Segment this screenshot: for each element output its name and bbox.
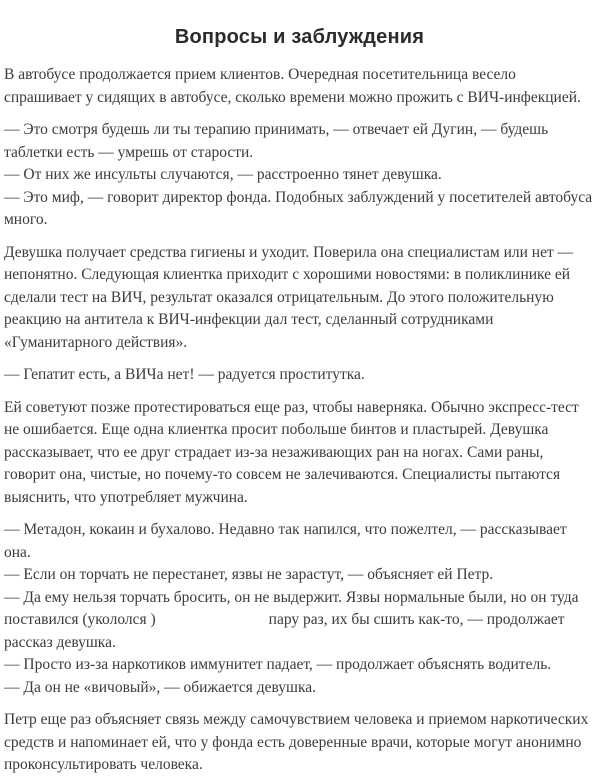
dialogue-line: — Метадон, кокаин и бухалово. Недавно так напился, что пожелтел, — рассказывает она.	[4, 521, 567, 561]
article-paragraph: Ей советуют позже протестироваться еще раз, чтобы наверняка. Обычно экспресс-тест не ошибается. Еще одна клиентка просит побольше бинтов и пластырей. Девушка рассказывает, что ее друг страдает из-за незаживающих ран на ногах. Сами раны, говорит она, чистые, но почему-то совсем не залечиваются. Специалисты пытаются выяснить, что употребляет мужчина.	[4, 398, 579, 506]
article-page	[0, 25, 600, 777]
dialogue-line: — Это смотря будешь ли ты терапию принимать, — отвечает ей Дугин, — будешь таблетки есть — умрешь от старости.	[4, 121, 549, 161]
dialogue-line: — Это миф, — говорит директор фонда. Подобных заблуждений у посетителей автобуса много.	[4, 188, 593, 228]
dialogue-line: — Да он не «вичовый», — обижается девушка.	[4, 678, 317, 696]
dialogue-block	[4, 519, 595, 699]
dialogue-line	[4, 587, 595, 655]
dialogue-line: — Если он торчать не перестанет, язвы не зарастут, — объясняет ей Петр.	[4, 566, 494, 583]
dialogue-block	[4, 364, 595, 387]
article-paragraph: Девушка получает средства гигиены и уходит. Поверила она специалистам или нет — непонятно. Следующая клиентка приходит с хорошими новостями: в поликлинике ей сделали тест на ВИЧ, результат оказался отрицательным. До этого положительную реакцию на антитела к ВИЧ-инфекции дал тест, сделанный сотрудниками «Гуманитарного действия».	[4, 243, 574, 351]
dialogue-line: — От них же инсульты случаются, — расстроенно тянет девушка.	[4, 166, 442, 183]
dialogue-text-before-gap: — Да ему нельзя торчать бросить, он не выдержит. Язвы нормальные были, но он туда поставился (укололся )	[4, 588, 579, 628]
dialogue-text-after-gap: пару раз, их бы сшить как-то, — продолжает рассказ девушка.	[4, 611, 565, 651]
article-paragraph: В автобусе продолжается прием клиентов. Очередная посетительница весело спрашивает у сидящих в автобусе, сколько времени можно прожить с ВИЧ-инфекцией.	[4, 66, 581, 106]
inline-blank-gap	[156, 623, 269, 624]
article-body	[4, 64, 595, 777]
page-title: Вопросы и заблуждения	[174, 26, 425, 48]
article-paragraph: Петр еще раз объясняет связь между самочувствием человека и приемом наркотических средств и напоминает ей, что у фонда есть доверенные врачи, которые могут анонимно проконсультировать человека.	[4, 711, 589, 773]
dialogue-line: — Гепатит есть, а ВИЧа нет! — радуется проститутка.	[4, 366, 365, 383]
dialogue-block	[4, 119, 595, 232]
dialogue-line: — Просто из-за наркотиков иммунитет падает, — продолжает объяснять водитель.	[4, 656, 552, 673]
